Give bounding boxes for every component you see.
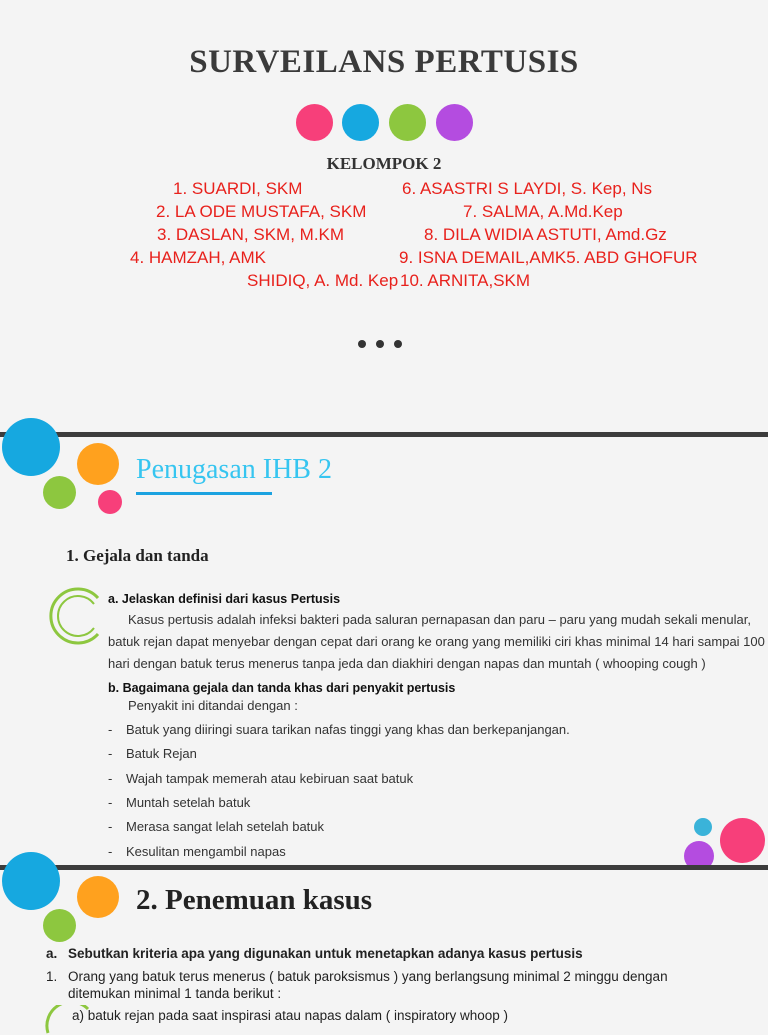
member-right-9: 9. ISNA DEMAIL,AMK5. ABD GHOFUR <box>399 248 698 267</box>
answer-a-line-2: batuk rejan dapat menyebar dengan cepat dari orang ke orang yang memiliki ciri khas minimal 14 hari sampai 100 <box>108 634 765 649</box>
heading-underline <box>136 492 272 495</box>
symptom-item: Merasa sangat lelah setelah batuk <box>126 819 325 834</box>
decor-circle-green <box>43 476 76 509</box>
slide-heading: 2. Penemuan kasus <box>136 884 373 916</box>
member-right-7: 7. SALMA, A.Md.Kep <box>463 202 623 221</box>
slide-title-text: SURVEILANS PERTUSIS <box>189 44 579 80</box>
member-left-5: SHIDIQ, A. Md. Kep <box>247 271 399 290</box>
decor-circle-blue <box>2 852 60 910</box>
answer-b-intro: Penyakit ini ditandai dengan : <box>128 698 298 713</box>
arc-decoration-icon <box>46 584 110 648</box>
symptom-item: Batuk Rejan <box>126 746 197 761</box>
list-bullet: - <box>108 795 113 810</box>
question-b: b. Bagaimana gejala dan tanda khas dari penyakit pertusis <box>108 681 456 695</box>
question-marker: a. <box>46 946 58 961</box>
decor-circle-small-blue <box>694 818 712 836</box>
symptom-item: Wajah tampak memerah atau kebiruan saat batuk <box>126 771 414 786</box>
question-a: a. Jelaskan definisi dari kasus Pertusis <box>108 592 341 606</box>
symptom-item: Muntah setelah batuk <box>126 795 251 810</box>
section-heading: 1. Gejala dan tanda <box>66 546 209 565</box>
decor-dot-green <box>389 104 426 141</box>
list-bullet: - <box>108 844 113 859</box>
member-right-8: 8. DILA WIDIA ASTUTI, Amd.Gz <box>424 225 667 244</box>
sub-item: a) batuk rejan pada saat inspirasi atau napas dalam ( inspiratory whoop ) <box>72 1008 508 1023</box>
answer-a-line-1: Kasus pertusis adalah infeksi bakteri pada saluran pernapasan dan paru – paru yang mudah sekali menular, <box>128 612 751 627</box>
list-bullet: - <box>108 746 113 761</box>
item-line-1: Orang yang batuk terus menerus ( batuk paroksismus ) yang berlangsung minimal 2 minggu dengan <box>68 969 668 984</box>
symptom-item: Batuk yang diiringi suara tarikan nafas tinggi yang khas dan berkepanjangan. <box>126 722 570 737</box>
decor-dot-purple <box>436 104 473 141</box>
decor-circle-orange <box>77 443 119 485</box>
decor-circle-green <box>43 909 76 942</box>
symptom-item: Kesulitan mengambil napas <box>126 844 286 859</box>
member-right-10: 10. ARNITA,SKM <box>400 271 531 290</box>
list-bullet: - <box>108 722 113 737</box>
decor-dot-blue <box>342 104 379 141</box>
member-left-3: 3. DASLAN, SKM, M.KM <box>157 225 345 244</box>
list-bullet: - <box>108 771 113 786</box>
member-right-6: 6. ASASTRI S LAYDI, S. Kep, Ns <box>402 179 653 198</box>
item-line-2: ditemukan minimal 1 tanda berikut : <box>68 986 282 1001</box>
member-left-4: 4. HAMZAH, AMK <box>130 248 267 267</box>
member-left-2: 2. LA ODE MUSTAFA, SKM <box>156 202 367 221</box>
slide-heading: Penugasan IHB 2 <box>136 454 332 485</box>
list-bullet: - <box>108 819 113 834</box>
question-text: Sebutkan kriteria apa yang digunakan untuk menetapkan adanya kasus pertusis <box>68 946 583 961</box>
group-label: KELOMPOK 2 <box>326 154 442 173</box>
decor-dot-pink <box>296 104 333 141</box>
decor-circle-orange <box>77 876 119 918</box>
decor-circle-blue <box>2 418 60 476</box>
item-marker: 1. <box>46 969 58 984</box>
member-left-1: 1. SUARDI, SKM <box>173 179 303 198</box>
decor-circle-pink <box>98 490 122 514</box>
decor-circle-pink-right <box>720 818 765 863</box>
answer-a-line-3: hari dengan batuk terus menerus tanpa jeda dan diakhiri dengan napas dan muntah ( whooping cough ) <box>108 656 706 671</box>
